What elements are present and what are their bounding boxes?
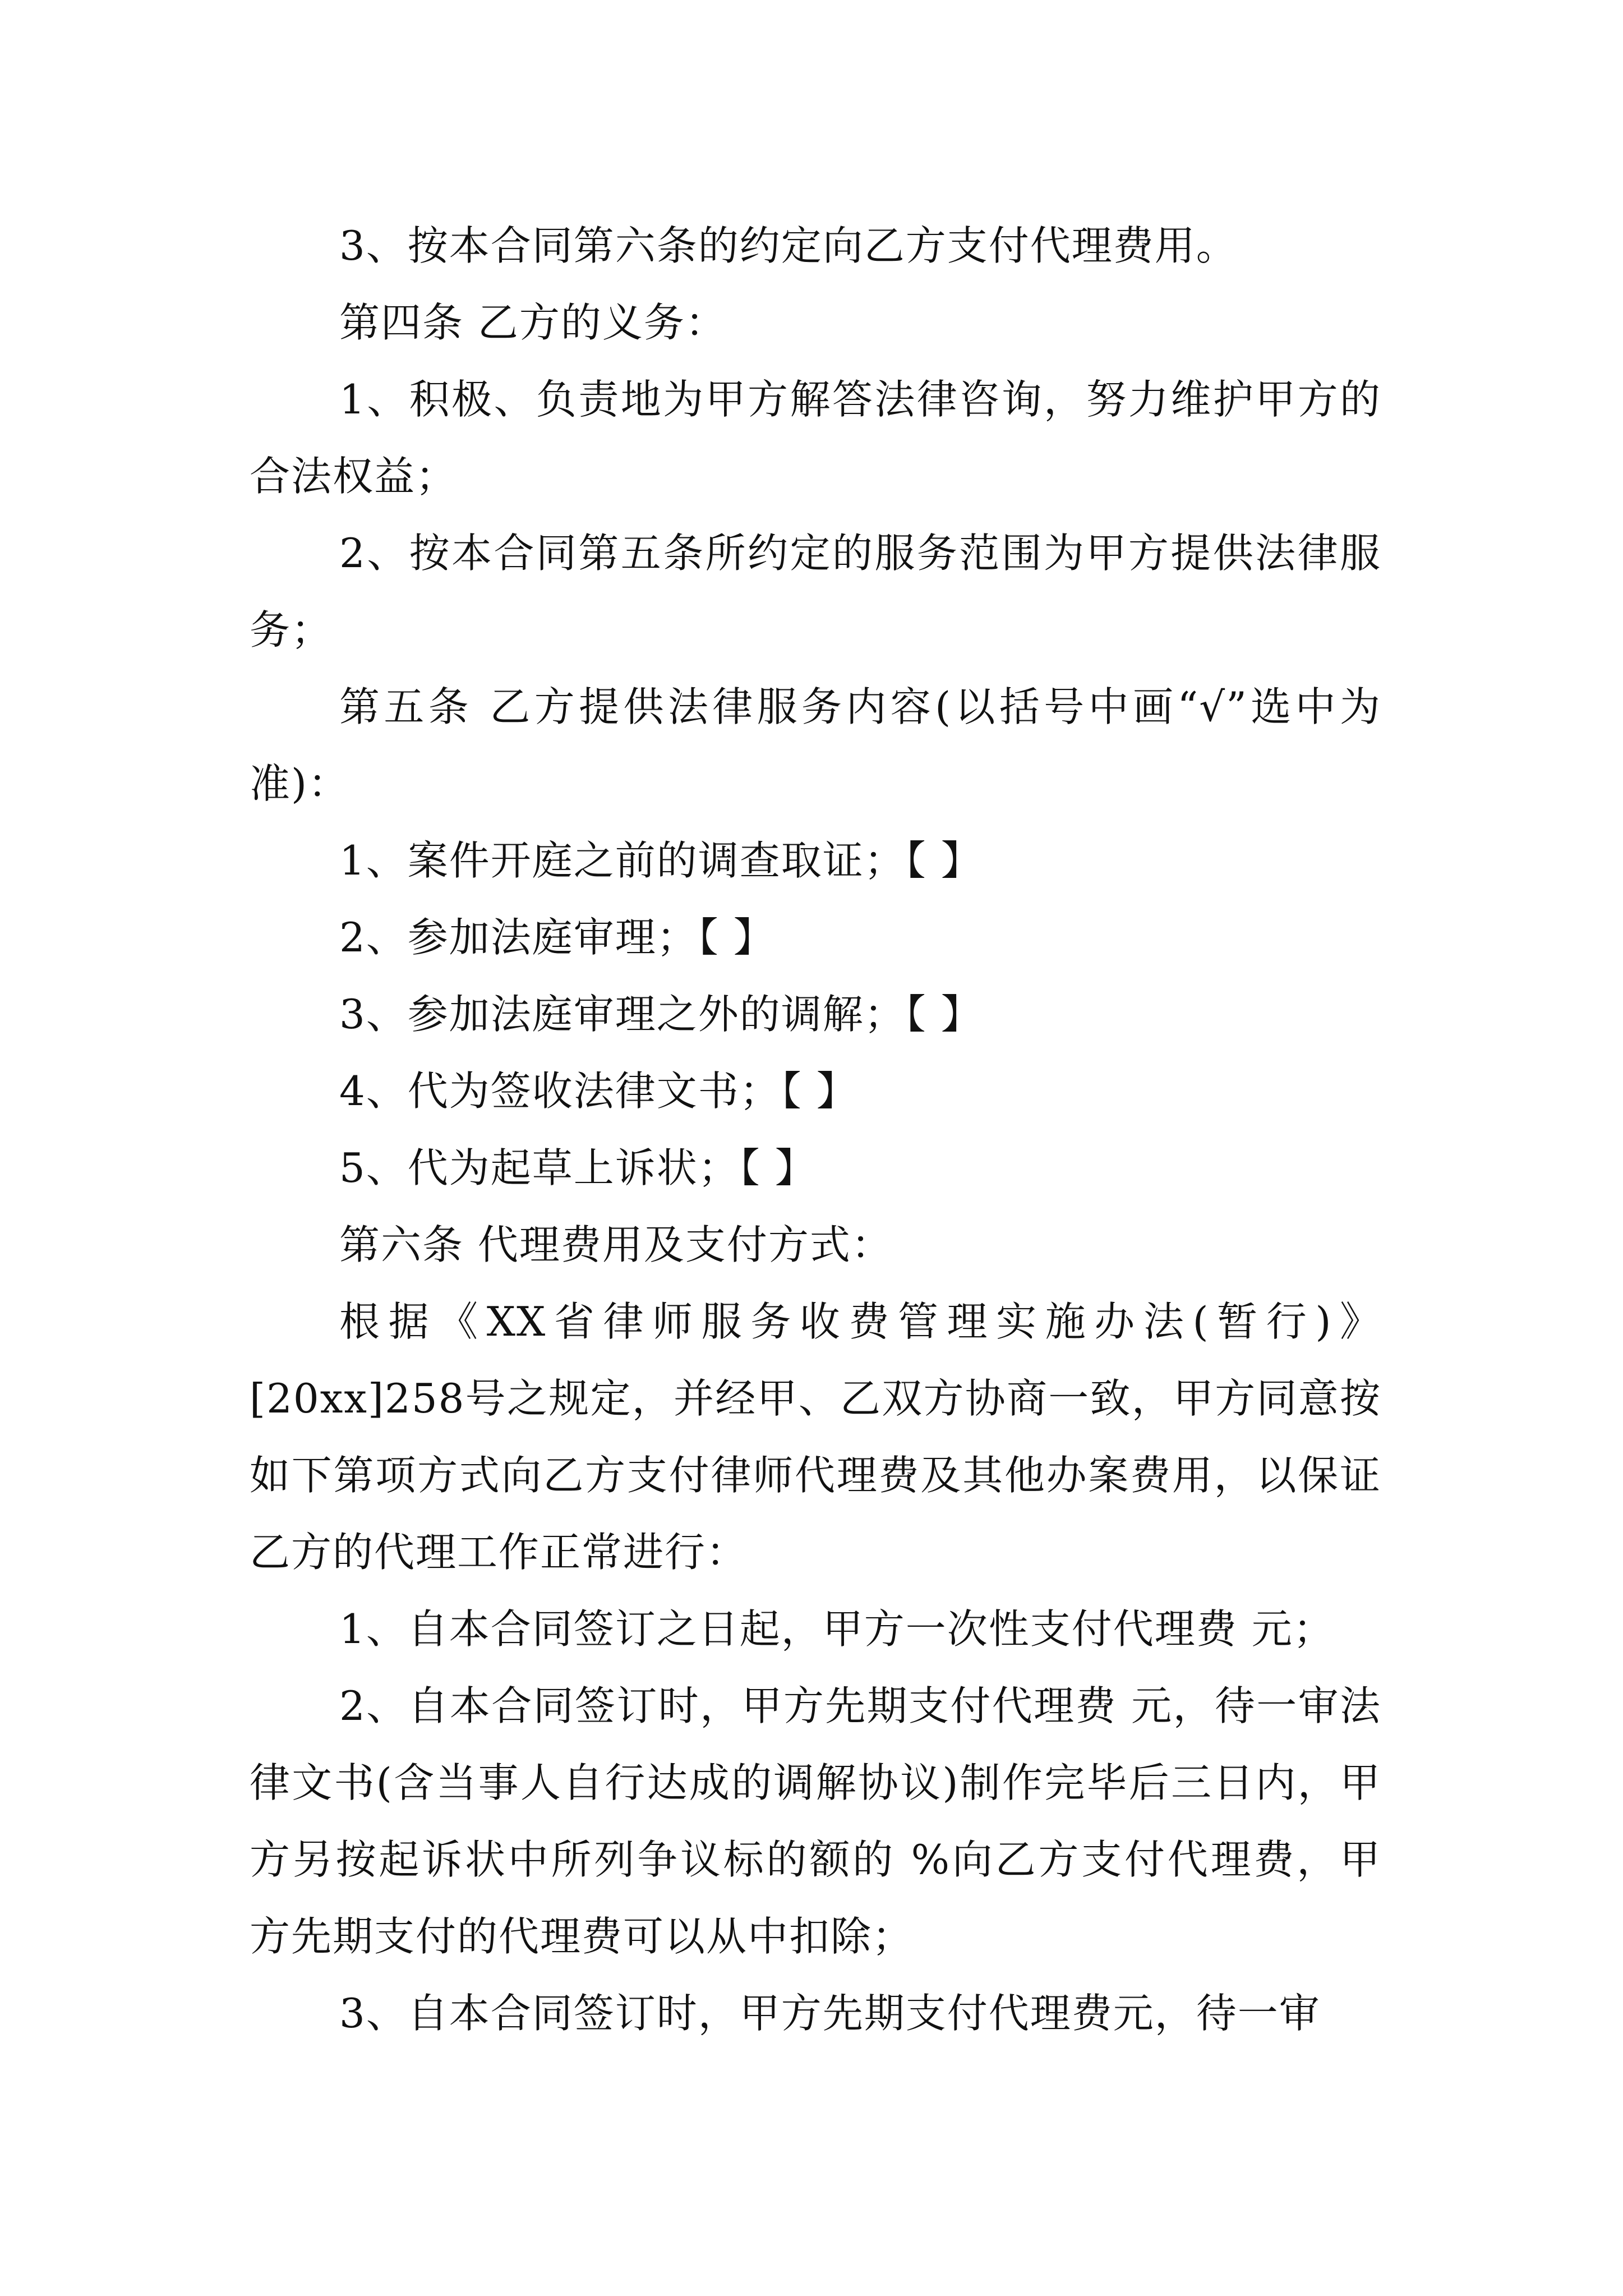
- service-item-2: 2、参加法庭审理；【 】: [339, 914, 775, 961]
- paragraph-duty-2: 2、按本合同第五条所约定的服务范围为甲方提供法律服务；: [250, 530, 1381, 654]
- service-item-4: 4、代为签收法律文书；【 】: [339, 1068, 858, 1115]
- paragraph-item-3-payment: 3、按本合同第六条的约定向乙方支付代理费用。: [339, 222, 1238, 269]
- paragraph-fee-basis: 根据《XX省律师服务收费管理实施办法(暂行)》[20xx]258号之规定，并经甲、乙双方协商一致，甲方同意按如下第项方式向乙方支付律师代理费及其他办案费用，以保证乙方的代理工作正常进行：: [250, 1298, 1381, 1576]
- article-4-heading: 第四条 乙方的义务：: [339, 299, 727, 346]
- service-item-1: 1、案件开庭之前的调查取证；【 】: [339, 837, 983, 884]
- article-6-heading: 第六条 代理费用及支付方式：: [339, 1221, 893, 1268]
- paragraph-duty-1: 1、积极、负责地为甲方解答法律咨询，努力维护甲方的合法权益；: [250, 376, 1381, 500]
- service-item-5: 5、代为起草上诉状；【 】: [339, 1144, 817, 1191]
- payment-option-1: 1、自本合同签订之日起，甲方一次性支付代理费 元；: [339, 1605, 1335, 1653]
- document-body: [250, 208, 1381, 2052]
- payment-option-2: 2、自本合同签订时，甲方先期支付代理费 元，待一审法律文书(含当事人自行达成的调解协议)制作完毕后三日内，甲方另按起诉状中所列争议标的额的 %向乙方支付代理费，甲方先期支付的代理费可以从中扣除；: [250, 1682, 1381, 1960]
- service-item-3: 3、参加法庭审理之外的调解；【 】: [339, 991, 983, 1038]
- article-5-heading: 第五条 乙方提供法律服务内容(以括号中画“√”选中为准)：: [250, 683, 1381, 807]
- payment-option-3: 3、自本合同签订时，甲方先期支付代理费元，待一审: [339, 1990, 1321, 2037]
